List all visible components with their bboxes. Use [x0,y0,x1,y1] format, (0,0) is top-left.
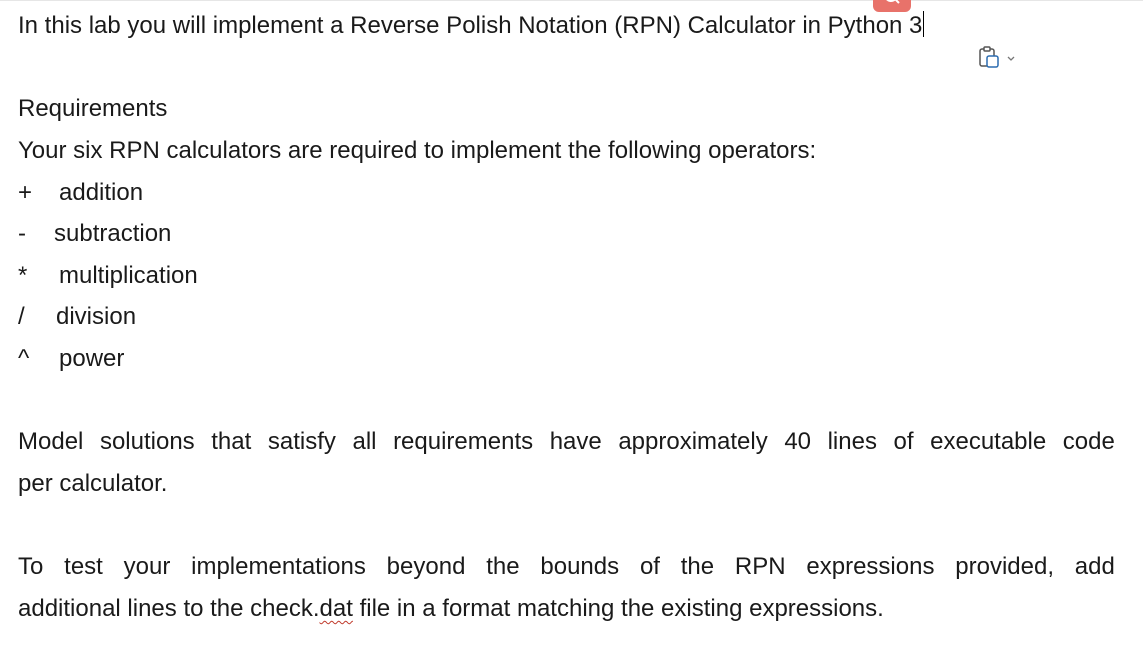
operator-name: multiplication [59,262,198,289]
intro-word-python: Python [827,12,903,39]
word: have [549,428,602,455]
word: Model [18,428,84,455]
text-caret [923,11,924,37]
word: add [1074,553,1115,580]
paste-options-button[interactable] [977,46,1017,70]
spelling-flagged-word[interactable]: dat [319,595,353,622]
operator-name: power [59,345,125,372]
operator-symbol: ^ [18,345,30,372]
word: requirements [393,428,534,455]
word: executable [930,428,1047,455]
word: test [64,553,103,580]
word: of [893,428,914,455]
word: implementations [191,553,366,580]
word: the [680,553,715,580]
chevron-down-icon [1007,56,1015,62]
word: your [123,553,171,580]
word: the [486,553,520,580]
paste-options-icon [977,46,1001,70]
model-solutions-line-1 [18,427,1115,457]
operator-symbol: / [18,303,25,330]
word: provided, [955,553,1054,580]
word: that [211,428,252,455]
word: To [18,553,44,580]
test-line-2 [18,594,884,624]
operator-symbol: * [18,262,28,289]
word: approximately [618,428,768,455]
test-line-1 [18,552,1115,582]
word: of [639,553,660,580]
word: beyond [386,553,466,580]
operator-name: subtraction [54,220,172,247]
intro-suffix: 3 [902,12,923,39]
operator-name: division [56,303,137,330]
test-line-2-before: additional lines to the check. [18,595,320,622]
operator-symbol: - [18,220,26,247]
search-icon [884,0,900,4]
intro-paragraph [18,11,924,41]
requirements-intro: Your six RPN calculators are required to implement the following operators: [18,137,817,164]
word: lines [827,428,877,455]
model-solutions-line-2: per calculator. [18,470,168,497]
word: satisfy [267,428,336,455]
test-line-2-after: file in a format matching the existing expressions. [352,595,884,622]
word: RPN [734,553,786,580]
word: bounds [540,553,620,580]
requirements-heading: Requirements [18,95,168,122]
word: all [352,428,377,455]
operator-name: addition [59,179,144,206]
word: expressions [806,553,935,580]
page-top-border [0,0,1143,1]
word: 40 [784,428,812,455]
word: solutions [99,428,195,455]
word: code [1062,428,1115,455]
intro-text: In this lab you will implement a Reverse Polish Notation (RPN) Calculator in [18,12,828,39]
operator-symbol: + [18,179,33,206]
